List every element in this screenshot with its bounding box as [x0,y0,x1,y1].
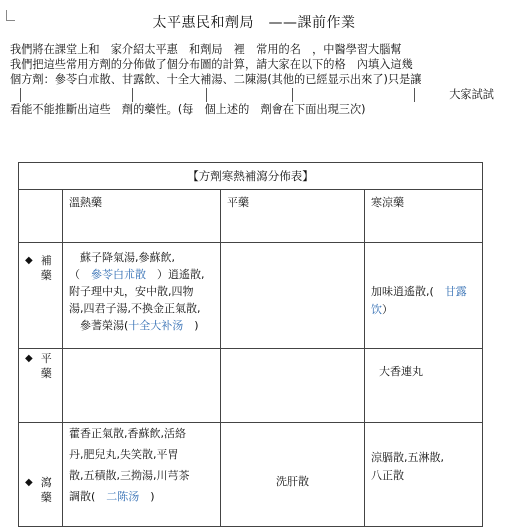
tick-mark [132,88,133,102]
row-label-neutral: ◆ 平藥 [19,349,63,423]
tick-mark [414,88,415,102]
intro-line-1: 我們將在課堂上和 家介紹太平惠 和劑局 裡 常用的名 ，中醫學習大腦幫 [10,43,402,56]
cell-neutral-warm [63,349,221,423]
intro-line-tail: 大家試試 [449,88,494,101]
intro-line-4: 看能不能推斷出這些 劑的藥性。(每 個上述的 劑會在下面出現三次) [10,103,366,116]
column-header-cold: 寒涼藥 [365,190,483,243]
fill-answer: 饮 [371,302,382,316]
fill-answer: 參苓白朮散 [91,268,146,281]
table-caption: 【方劑寒熱補瀉分佈表】 [19,163,483,190]
cell-neutral-neutral [221,349,365,423]
cell-purge-cold: 涼膈散,五淋散, 八正散 [365,423,483,527]
diamond-bullet-icon: ◆ [25,255,33,266]
tick-mark [20,88,21,102]
diamond-bullet-icon: ◆ [25,476,33,488]
fill-answer: 二陈汤 [106,490,140,503]
diamond-bullet-icon: ◆ [25,353,33,364]
cell-tonic-warm: 蘇子降氣湯,參蘇飲, （ 參苓白朮散 ）逍遙散, 附子理中丸，安中散,四物 湯,四君子湯,不換金正氣散, 參蓍榮湯(十全大补汤 ) [63,243,221,349]
cell-tonic-neutral [221,243,365,349]
prescription-distribution-table [18,162,483,527]
intro-paragraph [10,42,500,117]
column-header-neutral: 平藥 [221,190,365,243]
document-title: 太平惠民和劑局 ——課前作業 [152,15,356,31]
intro-line-3: 個方劑：參苓白朮散、甘露飲、十全大補湯、二陳湯(其他的已經显示出來了)只是讓 [10,73,422,86]
row-label-tonic: ◆ 補藥 [19,243,63,349]
cell-purge-neutral: 洗肝散 [221,423,365,527]
tick-mark [206,88,207,102]
column-header-warm: 溫熱藥 [63,190,221,243]
fill-answer: 十全大补汤 [128,319,184,332]
fill-answer: 甘露 [444,284,467,298]
tick-mark [292,88,293,102]
cell-neutral-cold: 大香連丸 [365,349,483,423]
cell-tonic-cold: 加味逍遙散,( 甘露 饮） [365,243,483,349]
row-label-purge: ◆ 瀉藥 [19,423,63,527]
cell-purge-warm: 藿香正氣散,香蘇飲,活絡 丹,肥兒丸,失笑散,平胃 散,五積散,三拗湯,川芎茶 調散( 二陈汤 ) [63,423,221,527]
intro-line-2: 我們把這些常用方劑的分佈做了個分布圖的計算，請大家在以下的格 內填入這幾 [10,58,413,71]
corner-cell [19,190,63,243]
